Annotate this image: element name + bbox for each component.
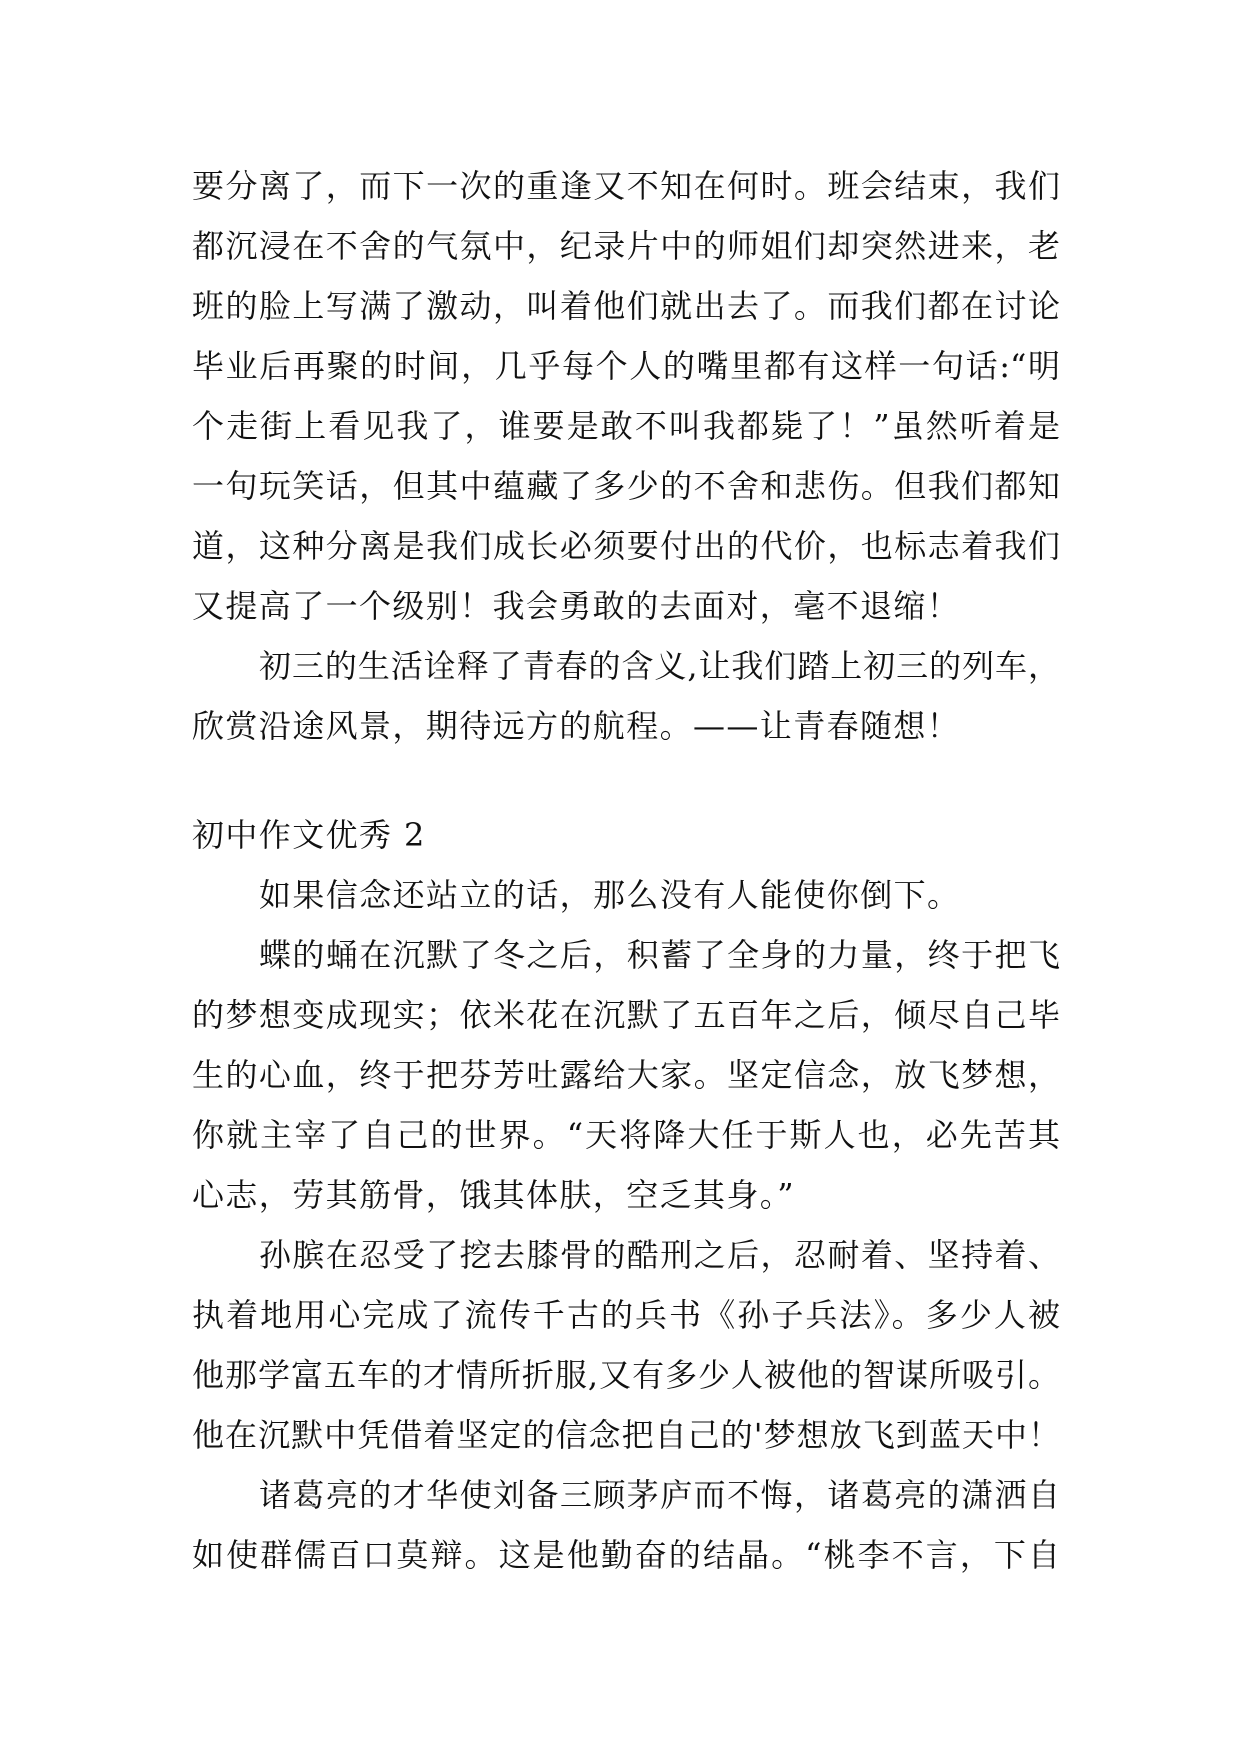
paragraph (192, 865, 1060, 925)
text-line: 又提高了一个级别！我会勇敢的去面对，毫不退缩！ (192, 587, 961, 625)
text-line: 如果信念还站立的话，那么没有人能使你倒下。 (259, 876, 961, 914)
text-line: 心志，劳其筋骨，饿其体肤，空乏其身。” (192, 1176, 795, 1214)
document-body (192, 156, 1060, 1585)
text-line: 欣赏沿途风景，期待远方的航程。——让青春随想！ (192, 707, 961, 745)
paragraph (192, 1465, 1060, 1585)
essay-1-continuation (192, 156, 1060, 756)
text-line: 道，这种分离是我们成长必须要付出的代价，也标志着我们 (192, 527, 1060, 565)
text-line: 一句玩笑话，但其中蕴藏了多少的不舍和悲伤。但我们都知 (192, 467, 1060, 505)
paragraph (192, 156, 1060, 636)
text-line: 他那学富五车的才情所折服,又有多少人被他的智谋所吸引。 (192, 1356, 1060, 1394)
text-line: 诸葛亮的才华使刘备三顾茅庐而不悔，诸葛亮的潇洒自 (259, 1476, 1060, 1514)
text-line: 生的心血，终于把芬芳吐露给大家。坚定信念，放飞梦想， (192, 1056, 1060, 1094)
text-line: 的梦想变成现实；依米花在沉默了五百年之后，倾尽自己毕 (192, 996, 1060, 1034)
paragraph (192, 1225, 1060, 1465)
text-line: 初三的生活诠释了青春的含义,让我们踏上初三的列车， (259, 647, 1060, 685)
text-line: 蝶的蛹在沉默了冬之后，积蓄了全身的力量，终于把飞 (259, 936, 1060, 974)
text-line: 他在沉默中凭借着坚定的信念把自己的'梦想放飞到蓝天中！ (192, 1416, 1060, 1454)
text-line: 你就主宰了自己的世界。“天将降大任于斯人也，必先苦其 (192, 1116, 1060, 1154)
text-line: 如使群儒百口莫辩。这是他勤奋的结晶。“桃李不言，下自 (192, 1536, 1060, 1574)
paragraph (192, 925, 1060, 1225)
essay-2 (192, 805, 1060, 1585)
essay-title: 初中作文优秀 2 (192, 816, 426, 854)
text-line: 个走街上看见我了，谁要是敢不叫我都毙了！”虽然听着是 (192, 407, 1060, 445)
text-line: 孙膑在忍受了挖去膝骨的酷刑之后，忍耐着、坚持着、 (259, 1236, 1060, 1274)
text-line: 要分离了，而下一次的重逢又不知在何时。班会结束，我们 (192, 167, 1060, 205)
paragraph (192, 636, 1060, 756)
text-line: 毕业后再聚的时间，几乎每个人的嘴里都有这样一句话:“明 (192, 347, 1060, 385)
text-line: 班的脸上写满了激动，叫着他们就出去了。而我们都在讨论 (192, 287, 1060, 325)
text-line: 执着地用心完成了流传千古的兵书《孙子兵法》。多少人被 (192, 1296, 1060, 1334)
text-line: 都沉浸在不舍的气氛中，纪录片中的师姐们却突然进来，老 (192, 227, 1060, 265)
